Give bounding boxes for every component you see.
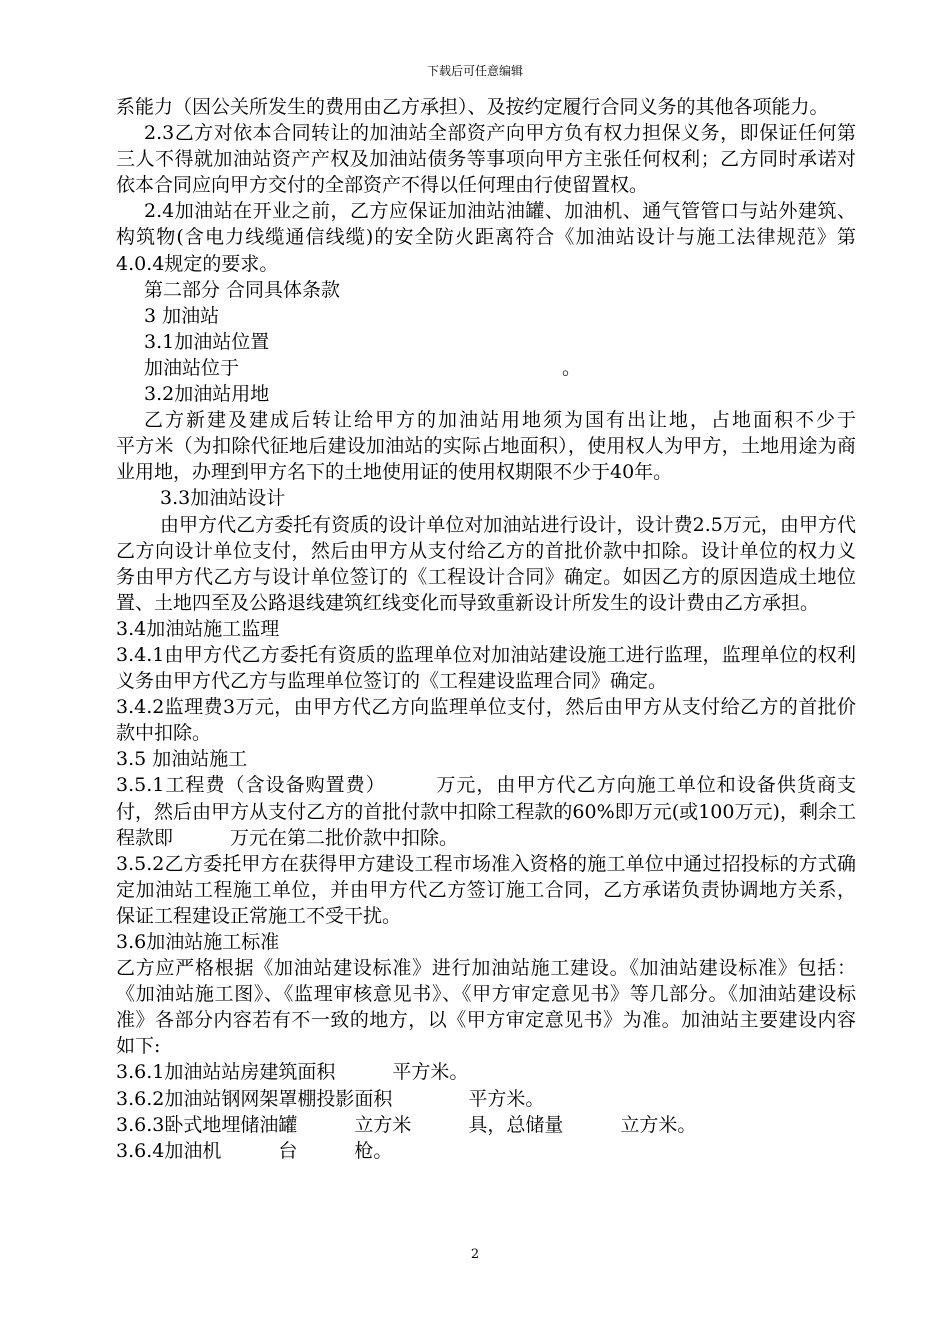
section-3-heading: 3 加油站: [144, 304, 220, 327]
page-number: 2: [470, 1247, 480, 1262]
section-3-1-heading: 3.1加油站位置: [144, 330, 270, 353]
clause-3-4-1: 3.4.1由甲方代乙方委托有资质的监理单位对加油站建设施工进行监理，监理单位的权利义务由甲方代乙方与监理单位签订的《工程建设监理合同》确定。: [116, 643, 856, 693]
section-3-2-text: 乙方新建及建成后转让给甲方的加油站用地须为国有出让地，占地面积不少于 平方米（为扣除代征地后建设加油站的实际占地面积），使用权人为甲方，土地用途为商业用地，办理到甲方名下的土地使用证的使用权期限不少于40年。: [116, 409, 933, 484]
section-3-4-heading: 3.4加油站施工监理: [116, 617, 280, 640]
document-body: [116, 94, 933, 1164]
section-3-2-heading: 3.2加油站用地: [144, 383, 270, 406]
clause-2-4: 2.4加油站在开业之前，乙方应保证加油站油罐、加油机、通气管管口与站外建筑、构筑物(含电力线缆通信线缆)的安全防火距离符合《加油站设计与施工法律规范》第4.0.4规定的要求。: [116, 200, 856, 275]
clause-2-3: 2.3乙方对依本合同转让的加油站全部资产向甲方负有权力担保义务，即保证任何第三人不得就加油站资产产权及加油站债务等事项向甲方主张任何权利；乙方同时承诺对依本合同应向甲方交付的全部资产不得以任何理由行使留置权。: [116, 122, 856, 197]
clause-3-4-2: 3.4.2监理费3万元，由甲方代乙方向监理单位支付，然后由甲方从支付给乙方的首批价款中扣除。: [116, 696, 856, 745]
clause-3-6-1: 3.6.1加油站站房建筑面积 平方米。: [116, 1061, 469, 1084]
page-header: 下载后可任意编辑: [426, 64, 523, 78]
clause-3-5-1: 3.5.1工程费（含设备购置费） 万元，由甲方代乙方向施工单位和设备供货商支付，然后由甲方从支付乙方的首批付款中扣除工程款的60%即万元(或100万元)，剩余工程款即 万元在第二批价款中扣除。: [116, 774, 856, 849]
section-3-3-heading: 3.3加油站设计: [160, 487, 286, 510]
section-3-1-text: 加油站位于 。: [144, 356, 582, 379]
section-3-6-text: 乙方应严格根据《加油站建设标准》进行加油站施工建设。《加油站建设标准》包括：《加油站施工图》、《监理审核意见书》、《甲方审定意见书》等几部分。《加油站建设标准》各部分内容若有不一致的地方，以《甲方审定意见书》为准。加油站主要建设内容如下:: [116, 957, 856, 1058]
clause-3-6-2: 3.6.2加油站钢网架罩棚投影面积 平方米。: [116, 1087, 545, 1110]
section-3-3-text: 由甲方代乙方委托有资质的设计单位对加油站进行设计，设计费2.5万元，由甲方代乙方向设计单位支付，然后由甲方从支付给乙方的首批价款中扣除。设计单位的权力义务由甲方代乙方与设计单位签订的《工程设计合同》确定。如因乙方的原因造成土地位置、土地四至及公路退线建筑红线变化而导致重新设计所发生的设计费由乙方承担。: [116, 513, 856, 614]
paragraph-capabilities-tail: 系能力（因公关所发生的费用由乙方承担）、及按约定履行合同义务的其他各项能力。: [116, 96, 829, 118]
clause-3-5-2: 3.5.2乙方委托甲方在获得甲方建设工程市场准入资格的施工单位中通过招投标的方式确定加油站工程施工单位，并由甲方代乙方签订施工合同，乙方承诺负责协调地方关系，保证工程建设正常施工不受干扰。: [116, 852, 856, 927]
section-3-6-heading: 3.6加油站施工标准: [116, 931, 280, 953]
part-two-heading: 第二部分 合同具体条款: [144, 278, 341, 301]
clause-3-6-4: 3.6.4加油机 台 枪。: [116, 1139, 393, 1162]
section-3-5-heading: 3.5 加油站施工: [116, 748, 248, 771]
clause-3-6-3: 3.6.3卧式地埋储油罐 立方米 具，总储量 立方米。: [116, 1113, 697, 1136]
